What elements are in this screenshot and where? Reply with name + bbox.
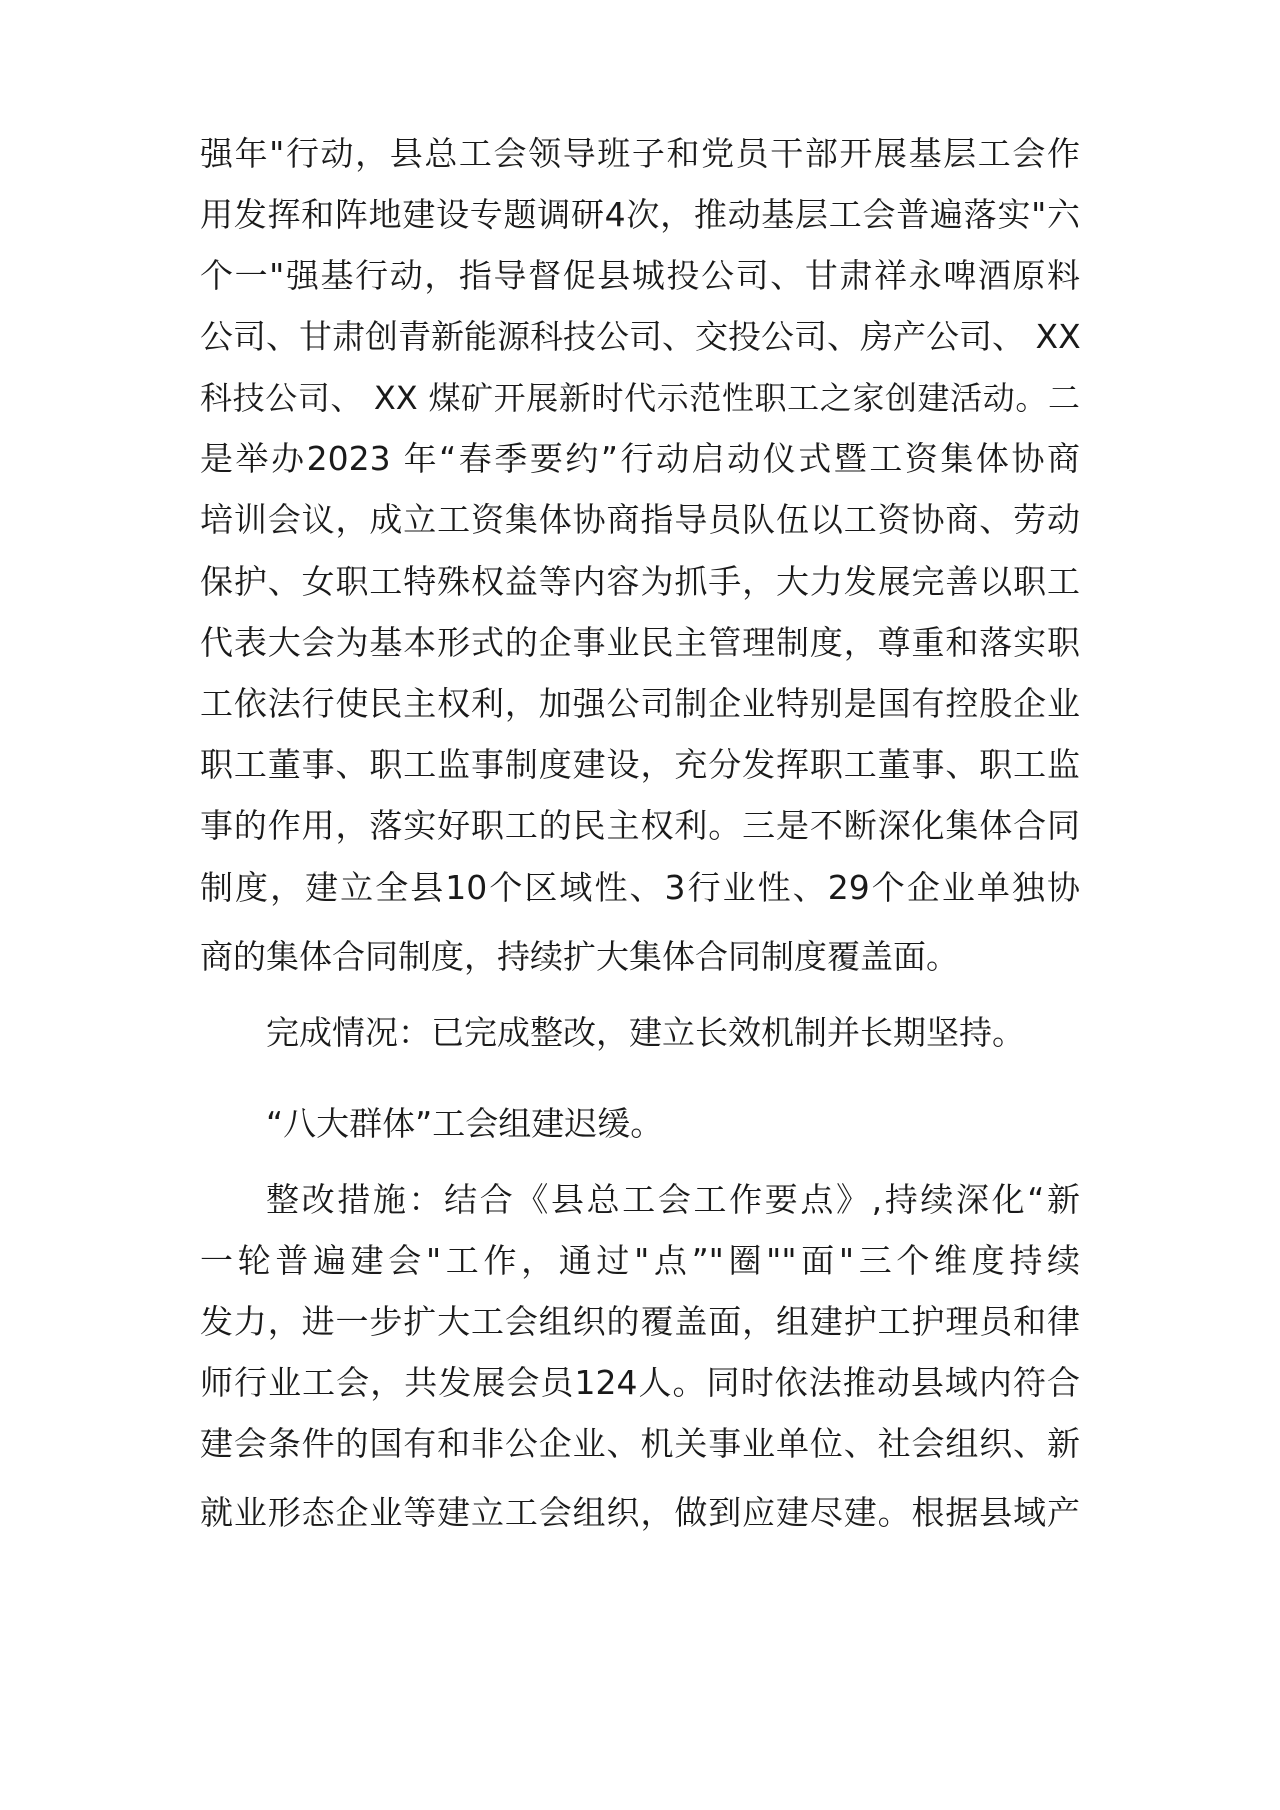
body-text-line: 工依法行使民主权利，加强公司制企业特别是国有控股企业 [200,684,1080,723]
body-text-line: 师行业工会，共发展会员124人。同时依法推动县域内符合 [200,1363,1080,1402]
body-text-line: 是举办2023 年“春季要约”行动启动仪式暨工资集体协商 [200,439,1080,478]
body-text-line: 代表大会为基本形式的企事业民主管理制度，尊重和落实职 [200,623,1080,662]
body-text-line: 保护、女职工特殊权益等内容为抓手，大力发展完善以职工 [200,562,1080,601]
issue-heading: “八大群体”工会组建迟缓。 [266,1104,664,1143]
completion-status: 完成情况：已完成整改，建立长效机制并长期坚持。 [266,1013,1025,1052]
body-text-line: 公司、甘肃创青新能源科技公司、交投公司、房产公司、 XX [200,317,1081,356]
body-text-line: 强年"行动，县总工会领导班子和党员干部开展基层工会作 [200,134,1080,173]
body-text-line: 个一"强基行动，指导督促县城投公司、甘肃祥永啤酒原料 [200,256,1080,295]
body-text-line: 培训会议，成立工资集体协商指导员队伍以工资协商、劳动 [200,500,1080,539]
body-text-line: 就业形态企业等建立工会组织，做到应建尽建。根据县域产 [200,1493,1080,1532]
body-text-line: 用发挥和阵地建设专题调研4次，推动基层工会普遍落实"六 [200,195,1080,234]
body-text-line: 制度，建立全县10个区域性、3行业性、29个企业单独协 [200,868,1080,907]
body-text-line: 发力，进一步扩大工会组织的覆盖面，组建护工护理员和律 [200,1302,1080,1341]
body-text-line: 商的集体合同制度，持续扩大集体合同制度覆盖面。 [200,937,959,976]
body-text-line: 科技公司、 XX 煤矿开展新时代示范性职工之家创建活动。二 [200,379,1080,417]
body-text-line: 一轮普遍建会"工作，通过"点”"圈""面"三个维度持续 [200,1241,1080,1280]
body-text-line: 建会条件的国有和非公企业、机关事业单位、社会组织、新 [200,1424,1080,1463]
body-text-line: 职工董事、职工监事制度建设，充分发挥职工董事、职工监 [200,745,1080,784]
body-text-line: 整改措施：结合《县总工会工作要点》,持续深化“新 [266,1180,1080,1219]
body-text-line: 事的作用，落实好职工的民主权利。三是不断深化集体合同 [200,806,1080,845]
